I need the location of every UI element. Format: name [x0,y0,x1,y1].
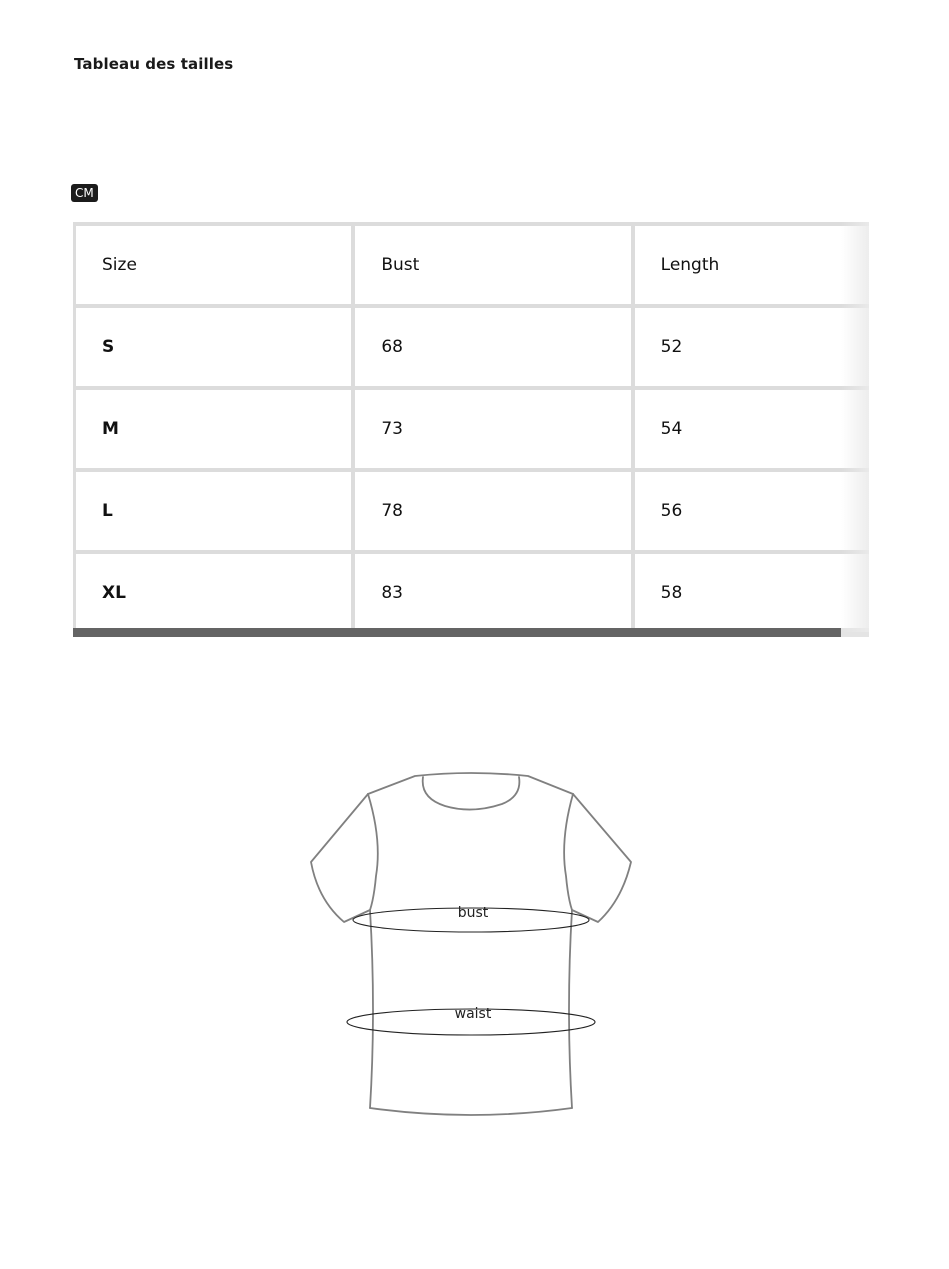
bust-cell: 83 [355,554,630,632]
table-row [76,554,869,632]
tshirt-illustration [300,760,645,1130]
bust-cell: 78 [355,472,630,550]
unit-toggle-cm[interactable]: CM [71,184,98,202]
header-bust: Bust [355,226,630,304]
header-length: Length [635,226,869,304]
length-cell: 52 [635,308,869,386]
tshirt-measurement-diagram [300,760,645,1130]
length-cell: 56 [635,472,869,550]
size-table [73,222,869,636]
horizontal-scrollbar-thumb[interactable] [73,628,841,637]
size-cell: M [76,390,351,468]
size-table-container[interactable] [73,222,869,637]
bust-cell: 73 [355,390,630,468]
table-row [76,308,869,386]
length-cell: 58 [635,554,869,632]
bust-cell: 68 [355,308,630,386]
page-title: Tableau des tailles [74,55,234,73]
table-row [76,472,869,550]
table-header-row [76,226,869,304]
header-size: Size [76,226,351,304]
size-cell: S [76,308,351,386]
waist-label: waist [454,1006,492,1022]
length-cell: 54 [635,390,869,468]
size-cell: L [76,472,351,550]
tshirt-outline [311,773,631,1115]
size-cell: XL [76,554,351,632]
table-row [76,390,869,468]
bust-label: bust [457,905,489,921]
